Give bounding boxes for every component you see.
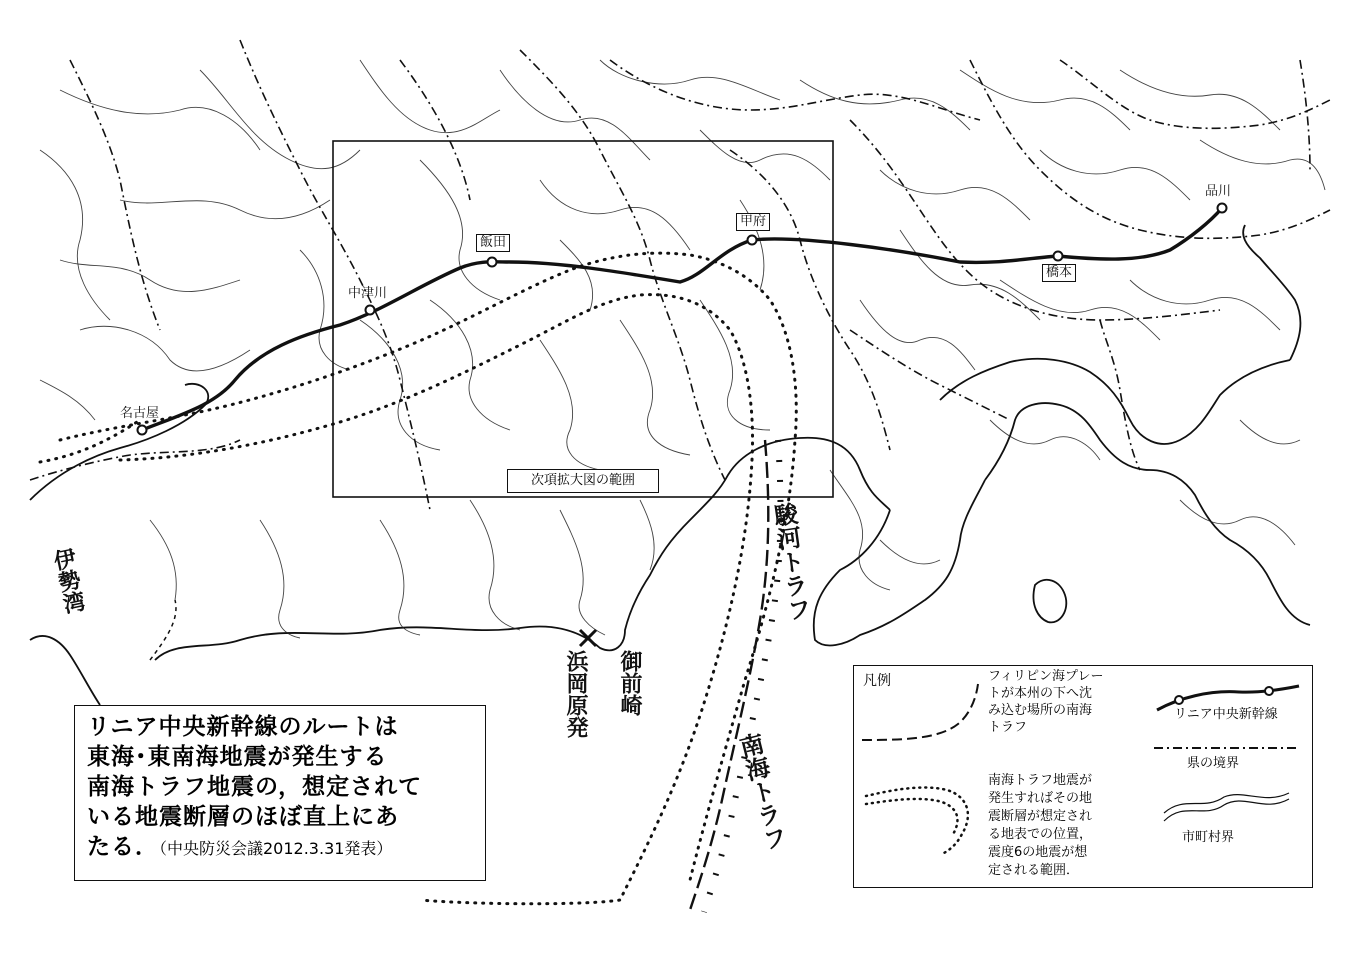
station-dot-hashimoto: [1054, 252, 1063, 261]
station-label-iida: 飯田: [476, 234, 510, 252]
station-label-nakatsugawa: 中津川: [348, 286, 388, 301]
info-line-4: いる地震断層のほぼ直上にあ: [87, 804, 399, 830]
ise-bay-islands: [150, 600, 176, 660]
hamaoka-label: 浜岡原発: [563, 650, 588, 738]
legend: [853, 665, 1313, 888]
legend-trough-desc-2: トが本州の下へ沈: [988, 686, 1093, 701]
suruga-trough-label: 駿河トラフ: [767, 500, 813, 624]
legend-trough-symbol: [858, 674, 988, 754]
hamaoka-x-mark: [580, 630, 596, 646]
legend-municipal-symbol: [1159, 791, 1299, 831]
prefecture-boundaries: [30, 40, 1330, 510]
range-box-label: 次項拡大図の範囲: [507, 469, 659, 493]
legend-municipal-label: 市町村界: [1182, 830, 1235, 845]
legend-fault-desc-5: 震度6の地震が想: [988, 845, 1088, 860]
info-line-5: [87, 832, 475, 864]
linear-route-line: [142, 208, 1222, 430]
station-label-nagoya: 名古屋: [120, 406, 160, 421]
info-box: [74, 705, 486, 881]
coastline: [30, 225, 1310, 705]
station-label-kofu: 甲府: [736, 213, 770, 231]
info-line-3: 南海トラフ地震の，想定されて: [87, 774, 423, 800]
legend-trough-desc-4: トラフ: [988, 720, 1028, 735]
legend-fault-desc-2: 発生すればその地: [988, 791, 1093, 806]
legend-pref-label: 県の境界: [1187, 756, 1240, 771]
legend-fault-desc-4: る地表での位置，: [988, 827, 1093, 842]
nankai-trough-label: 南海トラフ: [732, 730, 790, 854]
info-line-2: 東海･東南海地震が発生する: [87, 744, 388, 770]
info-line-5-text: たる．: [87, 834, 159, 860]
station-dot-iida: [488, 258, 497, 267]
ise-bay-label: 伊勢湾: [48, 546, 87, 616]
station-dot-shinagawa: [1218, 204, 1227, 213]
legend-fault-desc-3: 震断層が想定され: [988, 809, 1093, 824]
legend-fault-desc-1: 南海トラフ地震が: [988, 773, 1093, 788]
range-box: [333, 141, 833, 497]
municipal-boundaries: [40, 60, 1325, 638]
station-dot-kofu: [748, 236, 757, 245]
station-dot-nakatsugawa: [366, 306, 375, 315]
legend-title: 凡例: [863, 673, 891, 689]
legend-trough-desc-1: フィリピン海プレー: [988, 669, 1104, 684]
info-source: （中央防災会議2012.3.31発表）: [159, 839, 393, 858]
legend-fault-desc-6: 定される範囲．: [988, 863, 1080, 878]
station-dot-nagoya: [138, 426, 147, 435]
legend-linear-label: リニア中央新幹線: [1174, 707, 1278, 722]
legend-fault-symbol: [862, 774, 982, 854]
info-line-1: リニア中央新幹線のルートは: [87, 714, 399, 740]
omaezaki-label: 御前崎: [617, 650, 642, 716]
station-label-shinagawa: 品川: [1205, 184, 1232, 199]
station-label-hashimoto: 橋本: [1042, 264, 1076, 282]
legend-trough-desc-3: み込む場所の南海: [988, 703, 1093, 718]
